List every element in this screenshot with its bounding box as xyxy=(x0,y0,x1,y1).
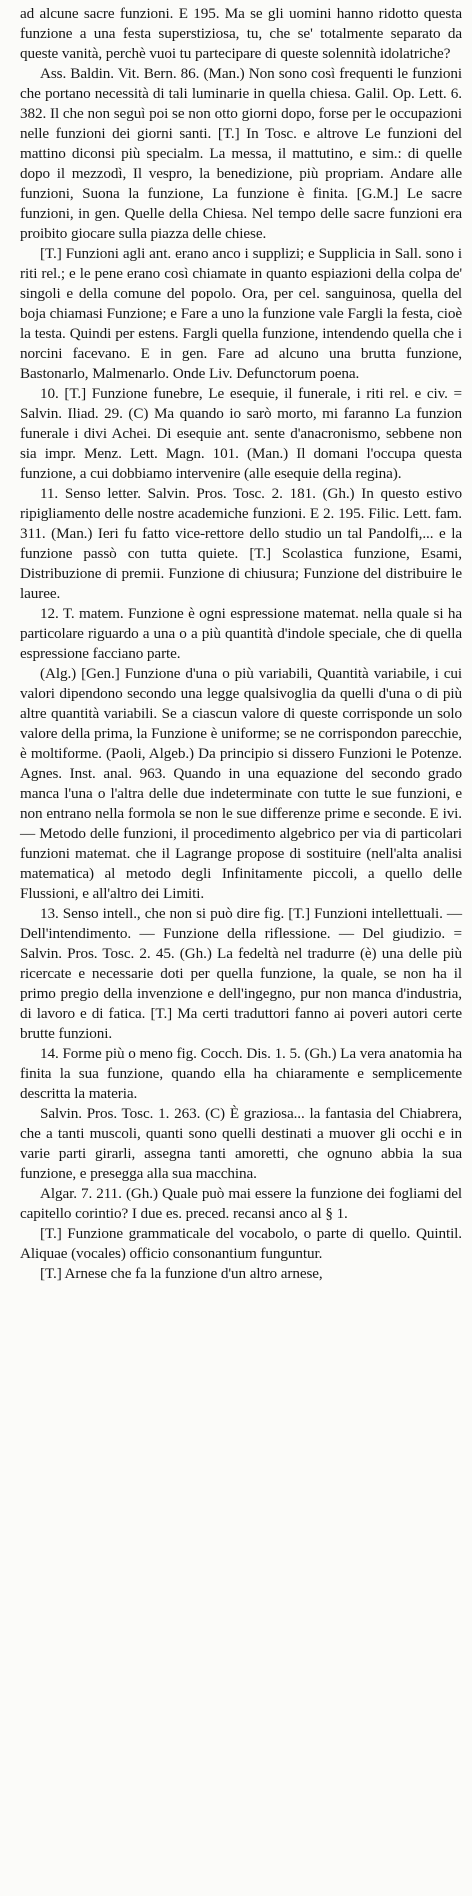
algebra-paragraph: (Alg.) [Gen.] Funzione d'una o più variabili, Quantità variabile, i cui valori dipendono secondo una legge qualsivoglia da quelli d'una o di più altre quantità variabili. Se a ciascun valore di queste corrisponde un solo valore della prima, la Funzione è uniforme; se ne corrispondon parecchie, è moltiforme. (Paoli, Algeb.) Da principio si dissero Funzioni le Potenze. Agnes. Inst. anal. 963. Quando in una equazione del secondo grado manca l'una o l'altra delle due indeterminate con tutte le sue funzioni, e non entrano nella formola se non le sue differenze prime e seconde. E ivi. — Metodo delle funzioni, il procedimento algebrico per via di particolari funzioni matemat. che il Lagrange propose di sostituire (nell'alta analisi matematica) al metodo degli Infinitamente piccoli, a quello delle Flussioni, e all'altro dei Limiti. xyxy=(20,665,462,902)
salvini-citation-paragraph: Salvin. Pros. Tosc. 1. 263. (C) È graziosa... la fantasia del Chiabrera, che a tanti muscoli, quanti sono quelli destinati a muover gli occhi e in varie parti girarli, assegna tanti amoretti, che ognuno abbia la sua funzione, e presegga alla sua macchina. xyxy=(20,1105,462,1182)
citation-paragraph: Ass. Baldin. Vit. Bern. 86. (Man.) Non sono così frequenti le funzioni che portano necessità di tali luminarie in quella chiesa. Galil. Op. Lett. 6. 382. Il che non seguì poi se non otto giorni dopo, forse per le occupazioni nelle funzioni dei giorni santi. [T.] In Tosc. e altrove Le funzioni del mattino diconsi più specialm. La messa, il mattutino, e sim.: di quelle dopo il mezzodì, Il vespro, la benedizione, più propriam. Andare alle funzioni, Suona la funzione, La funzione è finita. [G.M.] Le sacre funzioni, in gen. Quelle della Chiesa. Nel tempo delle sacre funzioni era proibito giocare sulla piazza delle chiese. xyxy=(20,65,462,242)
sense-13-paragraph: 13. Senso intell., che non si può dire fig. [T.] Funzioni intellettuali. — Dell'intendimento. — Funzione della riflessione. — Del giudizio. = Salvin. Pros. Tosc. 2. 45. (Gh.) La fedeltà nel tradurre (è) una delle più ricercate e necessarie doti per quella funzione, la quale, se non ha il primo pregio della invenzione e dell'ingegno, pur non manca d'industria, di lavoro e di fatica. [T.] Ma certi traduttori fanno ai poveri autori certe brutte funzioni. xyxy=(20,905,462,1042)
sense-12-paragraph: 12. T. matem. Funzione è ogni espressione matemat. nella quale si ha particolare riguardo a una o a più quantità d'indole speciale, che di quella espressione facciano parte. xyxy=(20,605,462,662)
algarotti-citation-paragraph: Algar. 7. 211. (Gh.) Quale può mai essere la funzione dei fogliami del capitello corintio? I due es. preced. recansi anco al § 1. xyxy=(20,1185,462,1222)
sense-10-paragraph: 10. [T.] Funzione funebre, Le esequie, il funerale, i riti rel. e civ. = Salvin. Iliad. 29. (C) Ma quando io sarò morto, mi faranno La funzion funerale i divi Achei. Di esequie ant. sente d'anacronismo, sebbene non sia impr. Menz. Lett. Magn. 101. (Man.) Il domani l'occupa questa funzione, a cui dobbiamo intervenire (alle esequie della regina). xyxy=(20,385,462,482)
entry-continuation-paragraph: ad alcune sacre funzioni. E 195. Ma se gli uomini hanno ridotto questa funzione a una festa superstiziosa, tu, che se' totalmente separato da queste vanità, perchè vuoi tu partecipare di queste solennità idolatriche? xyxy=(20,5,462,62)
dictionary-column xyxy=(20,4,462,1284)
grammar-function-paragraph: [T.] Funzione grammaticale del vocabolo, o parte di quello. Quintil. Aliquae (vocales) officio consonantium funguntur. xyxy=(20,1225,462,1262)
sense-14-paragraph: 14. Forme più o meno fig. Cocch. Dis. 1. 5. (Gh.) La vera anatomia ha finita la sua funzione, quando ella ha chiaramente e semplicemente descritta la materia. xyxy=(20,1045,462,1102)
tommaseo-note-paragraph: [T.] Funzioni agli ant. erano anco i supplizi; e Supplicia in Sall. sono i riti rel.; e le pene erano così chiamate in quanto espiazioni della colpa de' singoli e della comune del popolo. Ora, per cel. sanguinosa, quella del boja chiamasi Funzione; e Fare a uno la funzione vale Fargli la festa, cioè la testa. Quindi per estens. Fargli quella funzione, intendendo quella che i norcini facevano. E in gen. Fare ad alcuno una brutta funzione, Bastonarlo, Malmenarlo. Onde Liv. Defunctorum poena. xyxy=(20,245,462,382)
sense-11-paragraph: 11. Senso letter. Salvin. Pros. Tosc. 2. 181. (Gh.) In questo estivo ripigliamento delle nostre academiche funzioni. E 2. 195. Filic. Lett. fam. 311. (Man.) Ieri fu fatto vice-rettore dello studio un tal Pandolfi,... e la funzione passò con tutta quiete. [T.] Scolastica funzione, Esami, Distribuzione di premii. Funzione di chiusura; Funzione del distribuire le lauree. xyxy=(20,485,462,602)
tool-function-paragraph: [T.] Arnese che fa la funzione d'un altro arnese, xyxy=(40,1265,323,1282)
